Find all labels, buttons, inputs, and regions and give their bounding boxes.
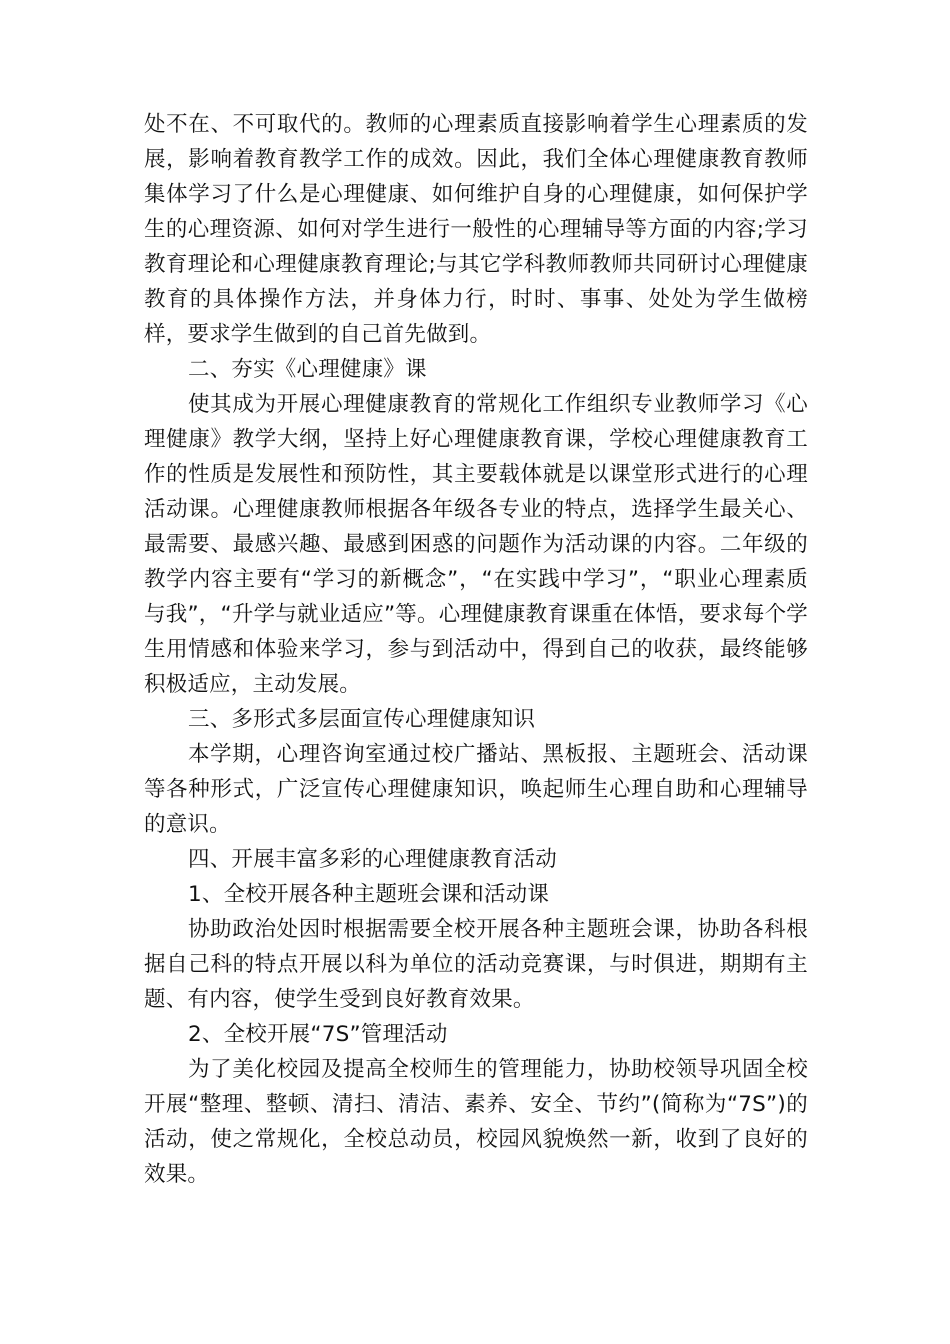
paragraph-continuation: 处不在、不可取代的。教师的心理素质直接影响着学生心理素质的发展，影响着教育教学工作的成效。因此，我们全体心理健康教育教师集体学习了什么是心理健康、如何维护自身的心理健康，如何保护学生的心理资源、如何对学生进行一般性的心理辅导等方面的内容;学习教育理论和心理健康教育理论;与其它学科教师教师共同研讨心理健康教育的具体操作方法，并身体力行，时时、事事、处处为学生做榜样，要求学生做到的自己首先做到。	[144, 112, 808, 347]
paragraph-7s-management: 为了美化校园及提高全校师生的管理能力，协助校领导巩固全校开展“整理、整顿、清扫、清洁、素养、安全、节约”(简称为“7S”)的活动，使之常规化，全校总动员，校园风貌焕然一新，收到了良好的效果。	[144, 1057, 808, 1187]
paragraph-publicity: 本学期，心理咨询室通过校广播站、黑板报、主题班会、活动课等各种形式，广泛宣传心理健康知识，唤起师生心理自助和心理辅导的意识。	[144, 742, 808, 837]
paragraph-class-meetings: 协助政治处因时根据需要全校开展各种主题班会课，协助各科根据自己科的特点开展以科为单位的活动竞赛课，与时俱进，期期有主题、有内容，使学生受到良好教育效果。	[144, 917, 808, 1012]
section-heading-3: 三、多形式多层面宣传心理健康知识	[188, 707, 536, 732]
subsection-heading-2: 2、全校开展“7S”管理活动	[188, 1022, 448, 1047]
subsection-heading-1: 1、全校开展各种主题班会课和活动课	[188, 882, 550, 907]
document-body	[144, 107, 808, 1192]
paragraph-course: 使其成为开展心理健康教育的常规化工作组织专业教师学习《心理健康》教学大纲，坚持上好心理健康教育课，学校心理健康教育工作的性质是发展性和预防性，其主要载体就是以课堂形式进行的心理活动课。心理健康教师根据各年级各专业的特点，选择学生最关心、最需要、最感兴趣、最感到困惑的问题作为活动课的内容。二年级的教学内容主要有“学习的新概念”，“在实践中学习”，“职业心理素质与我”，“升学与就业适应”等。心理健康教育课重在体悟，要求每个学生用情感和体验来学习，参与到活动中，得到自己的收获，最终能够积极适应，主动发展。	[144, 392, 808, 697]
section-heading-2: 二、夯实《心理健康》课	[188, 357, 427, 382]
section-heading-4: 四、开展丰富多彩的心理健康教育活动	[188, 847, 557, 872]
